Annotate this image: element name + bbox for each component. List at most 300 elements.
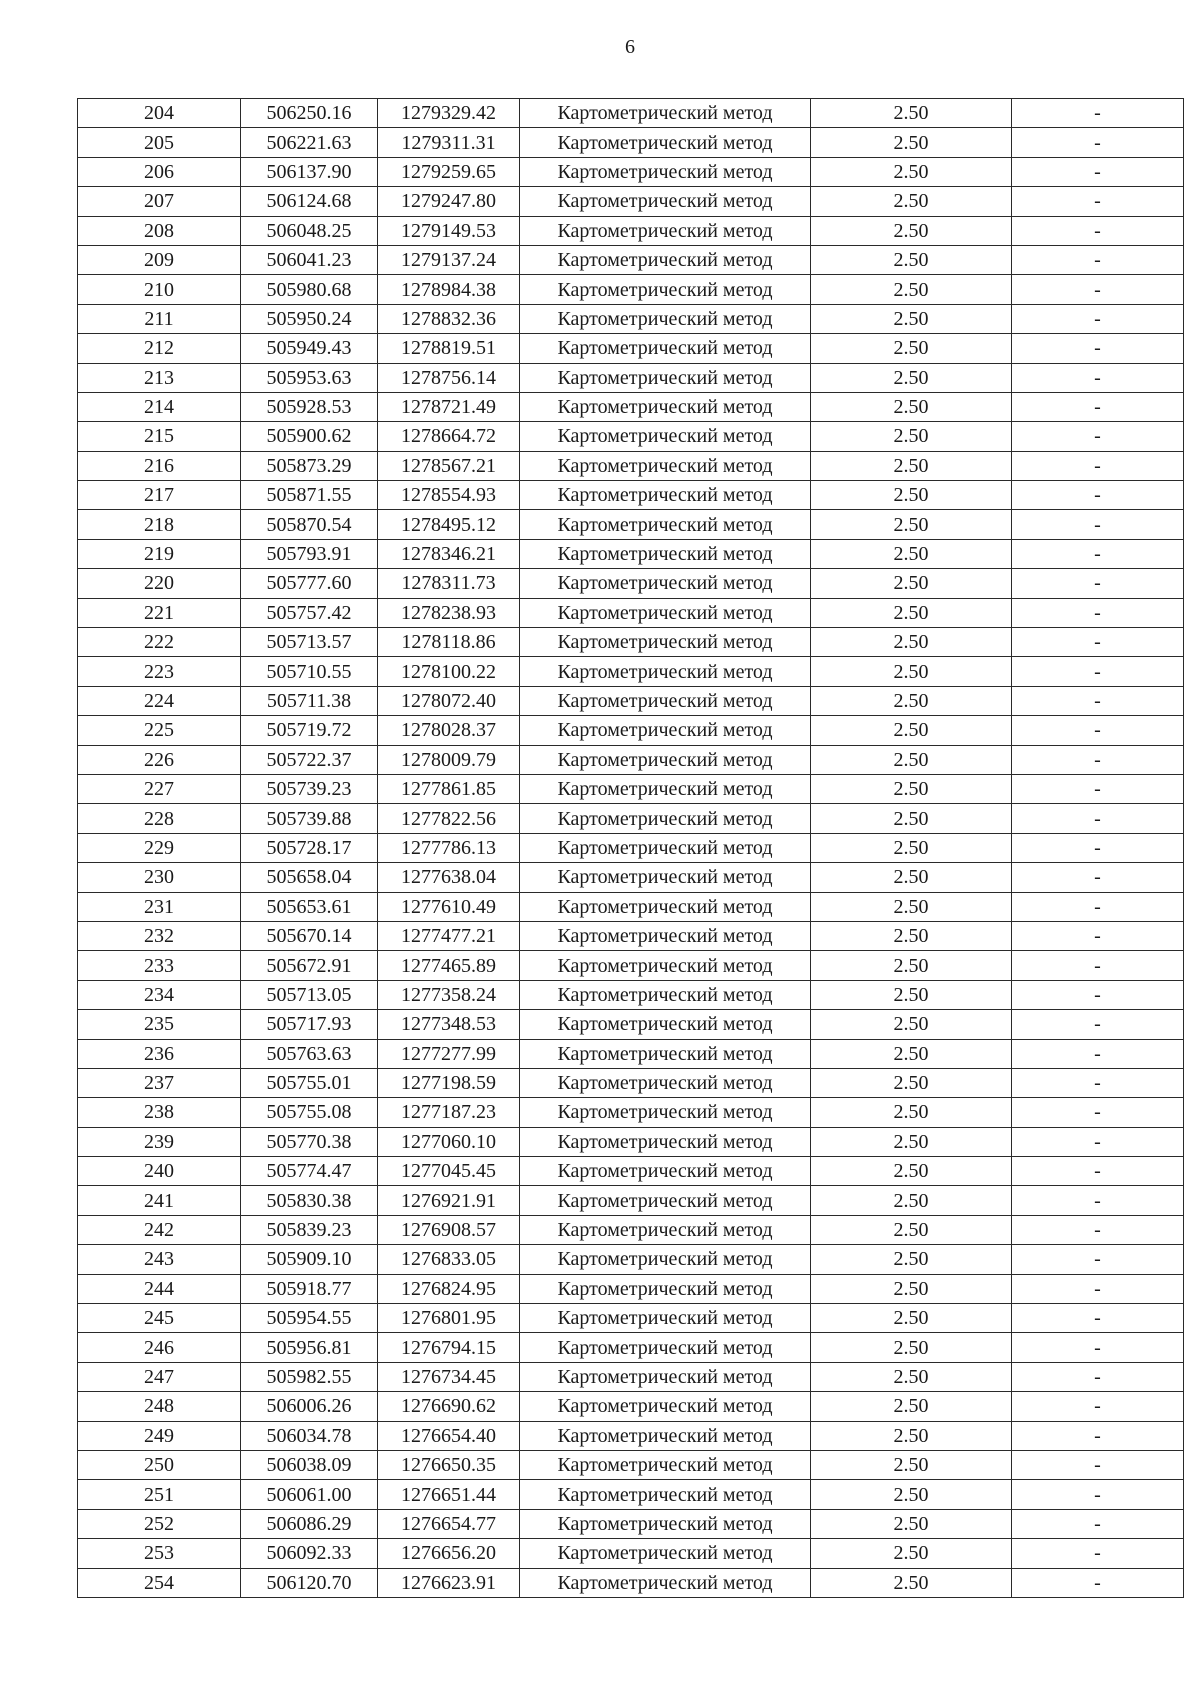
accuracy-cell: 2.50	[811, 363, 1012, 392]
x-coordinate-cell: 505763.63	[241, 1039, 378, 1068]
y-coordinate-cell: 1276650.35	[378, 1450, 520, 1479]
x-coordinate-cell: 505980.68	[241, 275, 378, 304]
note-cell: -	[1012, 422, 1184, 451]
method-cell: Картометрический метод	[520, 216, 811, 245]
table-row	[78, 1480, 1184, 1509]
point-number-cell: 232	[78, 921, 241, 950]
method-cell: Картометрический метод	[520, 921, 811, 950]
x-coordinate-cell: 505918.77	[241, 1274, 378, 1303]
table-row	[78, 481, 1184, 510]
note-cell: -	[1012, 363, 1184, 392]
note-cell: -	[1012, 1509, 1184, 1538]
table-row	[78, 980, 1184, 1009]
table-row	[78, 275, 1184, 304]
x-coordinate-cell: 505653.61	[241, 892, 378, 921]
note-cell: -	[1012, 804, 1184, 833]
method-cell: Картометрический метод	[520, 1274, 811, 1303]
x-coordinate-cell: 505755.08	[241, 1098, 378, 1127]
accuracy-cell: 2.50	[811, 1186, 1012, 1215]
method-cell: Картометрический метод	[520, 1539, 811, 1568]
x-coordinate-cell: 505713.05	[241, 980, 378, 1009]
note-cell: -	[1012, 1068, 1184, 1097]
y-coordinate-cell: 1277198.59	[378, 1068, 520, 1097]
point-number-cell: 225	[78, 716, 241, 745]
y-coordinate-cell: 1277045.45	[378, 1157, 520, 1186]
point-number-cell: 244	[78, 1274, 241, 1303]
note-cell: -	[1012, 569, 1184, 598]
note-cell: -	[1012, 1245, 1184, 1274]
x-coordinate-cell: 505713.57	[241, 628, 378, 657]
note-cell: -	[1012, 1010, 1184, 1039]
note-cell: -	[1012, 921, 1184, 950]
accuracy-cell: 2.50	[811, 1450, 1012, 1479]
accuracy-cell: 2.50	[811, 1362, 1012, 1391]
method-cell: Картометрический метод	[520, 1362, 811, 1391]
x-coordinate-cell: 505717.93	[241, 1010, 378, 1039]
point-number-cell: 227	[78, 774, 241, 803]
method-cell: Картометрический метод	[520, 1333, 811, 1362]
note-cell: -	[1012, 481, 1184, 510]
accuracy-cell: 2.50	[811, 1039, 1012, 1068]
accuracy-cell: 2.50	[811, 157, 1012, 186]
table-row	[78, 1450, 1184, 1479]
point-number-cell: 246	[78, 1333, 241, 1362]
x-coordinate-cell: 505873.29	[241, 451, 378, 480]
x-coordinate-cell: 505954.55	[241, 1304, 378, 1333]
accuracy-cell: 2.50	[811, 275, 1012, 304]
accuracy-cell: 2.50	[811, 833, 1012, 862]
y-coordinate-cell: 1276794.15	[378, 1333, 520, 1362]
point-number-cell: 211	[78, 304, 241, 333]
y-coordinate-cell: 1279259.65	[378, 157, 520, 186]
accuracy-cell: 2.50	[811, 745, 1012, 774]
note-cell: -	[1012, 863, 1184, 892]
table-row	[78, 1215, 1184, 1244]
accuracy-cell: 2.50	[811, 1392, 1012, 1421]
y-coordinate-cell: 1277465.89	[378, 951, 520, 980]
note-cell: -	[1012, 1186, 1184, 1215]
y-coordinate-cell: 1276623.91	[378, 1568, 520, 1597]
method-cell: Картометрический метод	[520, 657, 811, 686]
x-coordinate-cell: 505839.23	[241, 1215, 378, 1244]
method-cell: Картометрический метод	[520, 774, 811, 803]
y-coordinate-cell: 1276654.40	[378, 1421, 520, 1450]
point-number-cell: 204	[78, 99, 241, 128]
table-row	[78, 921, 1184, 950]
x-coordinate-cell: 506061.00	[241, 1480, 378, 1509]
page-number: 6	[625, 36, 635, 58]
accuracy-cell: 2.50	[811, 245, 1012, 274]
point-number-cell: 235	[78, 1010, 241, 1039]
table-row	[78, 569, 1184, 598]
y-coordinate-cell: 1276921.91	[378, 1186, 520, 1215]
accuracy-cell: 2.50	[811, 1568, 1012, 1597]
y-coordinate-cell: 1277610.49	[378, 892, 520, 921]
y-coordinate-cell: 1277638.04	[378, 863, 520, 892]
table-row	[78, 1392, 1184, 1421]
point-number-cell: 233	[78, 951, 241, 980]
note-cell: -	[1012, 1480, 1184, 1509]
y-coordinate-cell: 1278832.36	[378, 304, 520, 333]
note-cell: -	[1012, 1539, 1184, 1568]
method-cell: Картометрический метод	[520, 686, 811, 715]
table-row	[78, 951, 1184, 980]
x-coordinate-cell: 505777.60	[241, 569, 378, 598]
x-coordinate-cell: 506034.78	[241, 1421, 378, 1450]
method-cell: Картометрический метод	[520, 892, 811, 921]
x-coordinate-cell: 505719.72	[241, 716, 378, 745]
y-coordinate-cell: 1279149.53	[378, 216, 520, 245]
accuracy-cell: 2.50	[811, 451, 1012, 480]
point-number-cell: 253	[78, 1539, 241, 1568]
note-cell: -	[1012, 1039, 1184, 1068]
table-row	[78, 1362, 1184, 1391]
method-cell: Картометрический метод	[520, 451, 811, 480]
accuracy-cell: 2.50	[811, 774, 1012, 803]
x-coordinate-cell: 506124.68	[241, 187, 378, 216]
accuracy-cell: 2.50	[811, 539, 1012, 568]
accuracy-cell: 2.50	[811, 628, 1012, 657]
accuracy-cell: 2.50	[811, 598, 1012, 627]
y-coordinate-cell: 1278984.38	[378, 275, 520, 304]
point-number-cell: 221	[78, 598, 241, 627]
y-coordinate-cell: 1278721.49	[378, 392, 520, 421]
point-number-cell: 251	[78, 1480, 241, 1509]
method-cell: Картометрический метод	[520, 1421, 811, 1450]
point-number-cell: 231	[78, 892, 241, 921]
table-row	[78, 1304, 1184, 1333]
accuracy-cell: 2.50	[811, 187, 1012, 216]
note-cell: -	[1012, 1215, 1184, 1244]
method-cell: Картометрический метод	[520, 716, 811, 745]
note-cell: -	[1012, 1157, 1184, 1186]
note-cell: -	[1012, 1362, 1184, 1391]
note-cell: -	[1012, 510, 1184, 539]
x-coordinate-cell: 506250.16	[241, 99, 378, 128]
point-number-cell: 226	[78, 745, 241, 774]
x-coordinate-cell: 506092.33	[241, 1539, 378, 1568]
table-row	[78, 334, 1184, 363]
y-coordinate-cell: 1278819.51	[378, 334, 520, 363]
table-body	[78, 99, 1184, 1598]
point-number-cell: 209	[78, 245, 241, 274]
accuracy-cell: 2.50	[811, 1157, 1012, 1186]
table-row	[78, 1010, 1184, 1039]
method-cell: Картометрический метод	[520, 1157, 811, 1186]
note-cell: -	[1012, 245, 1184, 274]
method-cell: Картометрический метод	[520, 187, 811, 216]
table-row	[78, 1068, 1184, 1097]
y-coordinate-cell: 1278100.22	[378, 657, 520, 686]
y-coordinate-cell: 1277187.23	[378, 1098, 520, 1127]
method-cell: Картометрический метод	[520, 99, 811, 128]
y-coordinate-cell: 1279311.31	[378, 128, 520, 157]
x-coordinate-cell: 505755.01	[241, 1068, 378, 1097]
accuracy-cell: 2.50	[811, 716, 1012, 745]
table-row	[78, 716, 1184, 745]
y-coordinate-cell: 1278238.93	[378, 598, 520, 627]
x-coordinate-cell: 505870.54	[241, 510, 378, 539]
note-cell: -	[1012, 304, 1184, 333]
method-cell: Картометрический метод	[520, 1010, 811, 1039]
method-cell: Картометрический метод	[520, 745, 811, 774]
method-cell: Картометрический метод	[520, 304, 811, 333]
table-row	[78, 833, 1184, 862]
point-number-cell: 217	[78, 481, 241, 510]
method-cell: Картометрический метод	[520, 1568, 811, 1597]
table-row	[78, 1509, 1184, 1538]
point-number-cell: 250	[78, 1450, 241, 1479]
note-cell: -	[1012, 1392, 1184, 1421]
table-row	[78, 1245, 1184, 1274]
point-number-cell: 218	[78, 510, 241, 539]
table-row	[78, 99, 1184, 128]
y-coordinate-cell: 1278028.37	[378, 716, 520, 745]
y-coordinate-cell: 1279137.24	[378, 245, 520, 274]
point-number-cell: 208	[78, 216, 241, 245]
x-coordinate-cell: 505900.62	[241, 422, 378, 451]
table-row	[78, 539, 1184, 568]
y-coordinate-cell: 1276654.77	[378, 1509, 520, 1538]
method-cell: Картометрический метод	[520, 1215, 811, 1244]
point-number-cell: 215	[78, 422, 241, 451]
y-coordinate-cell: 1276908.57	[378, 1215, 520, 1244]
method-cell: Картометрический метод	[520, 863, 811, 892]
accuracy-cell: 2.50	[811, 657, 1012, 686]
y-coordinate-cell: 1276833.05	[378, 1245, 520, 1274]
y-coordinate-cell: 1278072.40	[378, 686, 520, 715]
method-cell: Картометрический метод	[520, 1127, 811, 1156]
x-coordinate-cell: 505950.24	[241, 304, 378, 333]
point-number-cell: 248	[78, 1392, 241, 1421]
y-coordinate-cell: 1276824.95	[378, 1274, 520, 1303]
x-coordinate-cell: 505711.38	[241, 686, 378, 715]
accuracy-cell: 2.50	[811, 951, 1012, 980]
accuracy-cell: 2.50	[811, 128, 1012, 157]
note-cell: -	[1012, 275, 1184, 304]
point-number-cell: 236	[78, 1039, 241, 1068]
table-row	[78, 1127, 1184, 1156]
point-number-cell: 214	[78, 392, 241, 421]
x-coordinate-cell: 505739.88	[241, 804, 378, 833]
point-number-cell: 206	[78, 157, 241, 186]
method-cell: Картометрический метод	[520, 539, 811, 568]
table-row	[78, 1333, 1184, 1362]
accuracy-cell: 2.50	[811, 1539, 1012, 1568]
table-row	[78, 1186, 1184, 1215]
note-cell: -	[1012, 745, 1184, 774]
x-coordinate-cell: 505757.42	[241, 598, 378, 627]
note-cell: -	[1012, 980, 1184, 1009]
accuracy-cell: 2.50	[811, 334, 1012, 363]
point-number-cell: 243	[78, 1245, 241, 1274]
point-number-cell: 228	[78, 804, 241, 833]
accuracy-cell: 2.50	[811, 569, 1012, 598]
table-row	[78, 598, 1184, 627]
y-coordinate-cell: 1279329.42	[378, 99, 520, 128]
x-coordinate-cell: 505928.53	[241, 392, 378, 421]
y-coordinate-cell: 1278756.14	[378, 363, 520, 392]
method-cell: Картометрический метод	[520, 1392, 811, 1421]
x-coordinate-cell: 506048.25	[241, 216, 378, 245]
table-row	[78, 1539, 1184, 1568]
point-number-cell: 224	[78, 686, 241, 715]
note-cell: -	[1012, 598, 1184, 627]
table-row	[78, 1568, 1184, 1597]
y-coordinate-cell: 1278567.21	[378, 451, 520, 480]
x-coordinate-cell: 505774.47	[241, 1157, 378, 1186]
point-number-cell: 238	[78, 1098, 241, 1127]
note-cell: -	[1012, 657, 1184, 686]
point-number-cell: 234	[78, 980, 241, 1009]
note-cell: -	[1012, 951, 1184, 980]
accuracy-cell: 2.50	[811, 1127, 1012, 1156]
table-row	[78, 1421, 1184, 1450]
table-row	[78, 774, 1184, 803]
point-number-cell: 222	[78, 628, 241, 657]
y-coordinate-cell: 1278009.79	[378, 745, 520, 774]
x-coordinate-cell: 506041.23	[241, 245, 378, 274]
y-coordinate-cell: 1276656.20	[378, 1539, 520, 1568]
method-cell: Картометрический метод	[520, 951, 811, 980]
table-row	[78, 392, 1184, 421]
method-cell: Картометрический метод	[520, 569, 811, 598]
point-number-cell: 247	[78, 1362, 241, 1391]
accuracy-cell: 2.50	[811, 921, 1012, 950]
point-number-cell: 239	[78, 1127, 241, 1156]
table-row	[78, 128, 1184, 157]
note-cell: -	[1012, 187, 1184, 216]
method-cell: Картометрический метод	[520, 628, 811, 657]
accuracy-cell: 2.50	[811, 422, 1012, 451]
x-coordinate-cell: 505949.43	[241, 334, 378, 363]
x-coordinate-cell: 505670.14	[241, 921, 378, 950]
table-row	[78, 1098, 1184, 1127]
point-number-cell: 252	[78, 1509, 241, 1538]
accuracy-cell: 2.50	[811, 392, 1012, 421]
table-row	[78, 510, 1184, 539]
y-coordinate-cell: 1277861.85	[378, 774, 520, 803]
y-coordinate-cell: 1278495.12	[378, 510, 520, 539]
x-coordinate-cell: 505956.81	[241, 1333, 378, 1362]
method-cell: Картометрический метод	[520, 1304, 811, 1333]
y-coordinate-cell: 1276734.45	[378, 1362, 520, 1391]
point-number-cell: 223	[78, 657, 241, 686]
point-number-cell: 229	[78, 833, 241, 862]
coordinates-table-container	[77, 98, 1183, 1598]
method-cell: Картометрический метод	[520, 334, 811, 363]
note-cell: -	[1012, 1274, 1184, 1303]
y-coordinate-cell: 1278346.21	[378, 539, 520, 568]
x-coordinate-cell: 505953.63	[241, 363, 378, 392]
y-coordinate-cell: 1277822.56	[378, 804, 520, 833]
accuracy-cell: 2.50	[811, 804, 1012, 833]
x-coordinate-cell: 506137.90	[241, 157, 378, 186]
method-cell: Картометрический метод	[520, 128, 811, 157]
note-cell: -	[1012, 99, 1184, 128]
accuracy-cell: 2.50	[811, 1245, 1012, 1274]
note-cell: -	[1012, 1127, 1184, 1156]
table-row	[78, 863, 1184, 892]
y-coordinate-cell: 1276651.44	[378, 1480, 520, 1509]
y-coordinate-cell: 1277277.99	[378, 1039, 520, 1068]
method-cell: Картометрический метод	[520, 481, 811, 510]
accuracy-cell: 2.50	[811, 510, 1012, 539]
note-cell: -	[1012, 716, 1184, 745]
accuracy-cell: 2.50	[811, 1480, 1012, 1509]
table-row	[78, 422, 1184, 451]
x-coordinate-cell: 506038.09	[241, 1450, 378, 1479]
accuracy-cell: 2.50	[811, 1304, 1012, 1333]
method-cell: Картометрический метод	[520, 598, 811, 627]
note-cell: -	[1012, 216, 1184, 245]
accuracy-cell: 2.50	[811, 1509, 1012, 1538]
point-number-cell: 240	[78, 1157, 241, 1186]
note-cell: -	[1012, 334, 1184, 363]
point-number-cell: 237	[78, 1068, 241, 1097]
x-coordinate-cell: 505770.38	[241, 1127, 378, 1156]
x-coordinate-cell: 505739.23	[241, 774, 378, 803]
point-number-cell: 254	[78, 1568, 241, 1597]
accuracy-cell: 2.50	[811, 1274, 1012, 1303]
method-cell: Картометрический метод	[520, 1509, 811, 1538]
x-coordinate-cell: 505793.91	[241, 539, 378, 568]
x-coordinate-cell: 505672.91	[241, 951, 378, 980]
accuracy-cell: 2.50	[811, 1421, 1012, 1450]
note-cell: -	[1012, 128, 1184, 157]
y-coordinate-cell: 1278311.73	[378, 569, 520, 598]
method-cell: Картометрический метод	[520, 157, 811, 186]
method-cell: Картометрический метод	[520, 1245, 811, 1274]
method-cell: Картометрический метод	[520, 804, 811, 833]
x-coordinate-cell: 505728.17	[241, 833, 378, 862]
x-coordinate-cell: 506120.70	[241, 1568, 378, 1597]
point-number-cell: 216	[78, 451, 241, 480]
method-cell: Картометрический метод	[520, 392, 811, 421]
point-number-cell: 219	[78, 539, 241, 568]
accuracy-cell: 2.50	[811, 1098, 1012, 1127]
method-cell: Картометрический метод	[520, 1480, 811, 1509]
x-coordinate-cell: 505722.37	[241, 745, 378, 774]
accuracy-cell: 2.50	[811, 863, 1012, 892]
note-cell: -	[1012, 157, 1184, 186]
y-coordinate-cell: 1277348.53	[378, 1010, 520, 1039]
table-row	[78, 216, 1184, 245]
y-coordinate-cell: 1278118.86	[378, 628, 520, 657]
note-cell: -	[1012, 833, 1184, 862]
y-coordinate-cell: 1278664.72	[378, 422, 520, 451]
point-number-cell: 205	[78, 128, 241, 157]
y-coordinate-cell: 1277060.10	[378, 1127, 520, 1156]
accuracy-cell: 2.50	[811, 304, 1012, 333]
note-cell: -	[1012, 1450, 1184, 1479]
method-cell: Картометрический метод	[520, 245, 811, 274]
x-coordinate-cell: 505982.55	[241, 1362, 378, 1391]
table-row	[78, 1039, 1184, 1068]
y-coordinate-cell: 1277477.21	[378, 921, 520, 950]
point-number-cell: 220	[78, 569, 241, 598]
y-coordinate-cell: 1278554.93	[378, 481, 520, 510]
x-coordinate-cell: 506086.29	[241, 1509, 378, 1538]
accuracy-cell: 2.50	[811, 1333, 1012, 1362]
y-coordinate-cell: 1279247.80	[378, 187, 520, 216]
table-row	[78, 804, 1184, 833]
point-number-cell: 213	[78, 363, 241, 392]
point-number-cell: 249	[78, 1421, 241, 1450]
table-row	[78, 686, 1184, 715]
accuracy-cell: 2.50	[811, 481, 1012, 510]
table-row	[78, 745, 1184, 774]
